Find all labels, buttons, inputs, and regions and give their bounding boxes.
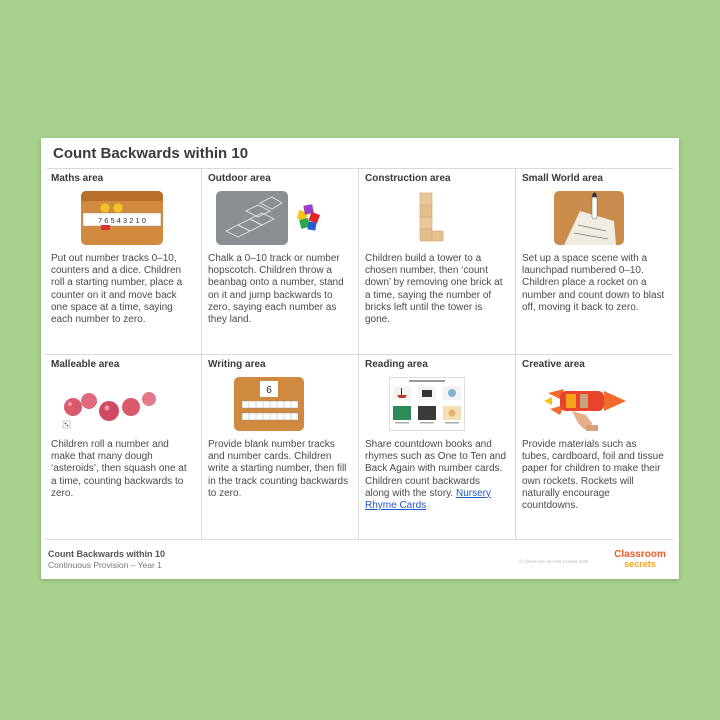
area-title: Maths area — [51, 173, 104, 184]
logo-line-1: Classroom — [614, 549, 666, 560]
area-reading — [359, 355, 516, 540]
area-title: Creative area — [522, 359, 585, 370]
area-writing — [202, 355, 359, 540]
area-title: Small World area — [522, 173, 603, 184]
footer-subtitle: Continuous Provision – Year 1 — [48, 560, 162, 570]
track-numbers: 7 6 5 4 3 2 1 0 — [98, 216, 146, 225]
area-title: Malleable area — [51, 359, 120, 370]
area-description-text: Share countdown books and rhymes such as One to Ten and Back Again with number cards. Children count backwards along with the story. — [365, 439, 507, 499]
footer-title: Count Backwards within 10 — [48, 549, 166, 559]
launchpad-photo — [554, 191, 624, 245]
logo-line-2: secrets — [624, 559, 656, 569]
copyright-notice: © Classroom Secrets Limited 2025 — [519, 559, 589, 564]
area-title: Outdoor area — [208, 173, 271, 184]
area-description: Provide materials such as tubes, cardboard, foil and tissue paper for children to make their own rockets. Rockets will naturally encourage countdowns. — [522, 439, 664, 512]
brick-tower-photo — [413, 191, 447, 245]
area-malleable — [45, 355, 202, 540]
area-title: Writing area — [208, 359, 266, 370]
rhyme-cards-thumbnail — [389, 377, 465, 431]
area-description: Children build a tower to a chosen number, then ‘count down’ by removing one brick at a time, saying the number of bricks left until the tower is gone. — [365, 253, 503, 326]
area-description: Children roll a number and make that many dough ‘asteroids’, then squash one at a time, counting backwards to zero. — [51, 439, 187, 499]
area-small-world — [516, 169, 673, 355]
nursery-rhyme-cards-link[interactable]: Nursery Rhyme Cards — [365, 487, 491, 512]
activity-sheet — [41, 138, 679, 579]
area-description: Put out number tracks 0–10, counters and a dice. Children roll a starting number, place a counter on it and move back one space at a time, saying each number to zero. — [51, 253, 183, 326]
area-maths — [45, 169, 202, 355]
area-description: Chalk a 0–10 track or number hopscotch. Children throw a beanbag onto a number, stand on it and jump backwards to zero, saying each number as they land. — [208, 253, 344, 326]
area-title: Reading area — [365, 359, 428, 370]
area-description — [365, 439, 507, 512]
area-title: Construction area — [365, 173, 451, 184]
dough-asteroids-photo — [61, 377, 165, 431]
sheet-title: Count Backwards within 10 — [53, 145, 249, 162]
area-outdoor — [202, 169, 359, 355]
area-construction — [359, 169, 516, 355]
area-description: Set up a space scene with a launchpad numbered 0–10. Children place a rocket on a number and count down to blast off, moving it back to zero. — [522, 253, 665, 313]
number-card-digit: 6 — [266, 385, 272, 396]
hopscotch-photo — [216, 191, 326, 245]
junk-rocket-photo — [542, 377, 634, 431]
areas-grid — [45, 169, 673, 540]
area-creative — [516, 355, 673, 540]
area-description: Provide blank number tracks and number cards. Children write a starting number, then fill in the track counting backwards to zero. — [208, 439, 349, 499]
classroom-secrets-logo — [609, 550, 671, 570]
number-track-photo — [81, 191, 163, 245]
number-cards-photo — [234, 377, 304, 431]
